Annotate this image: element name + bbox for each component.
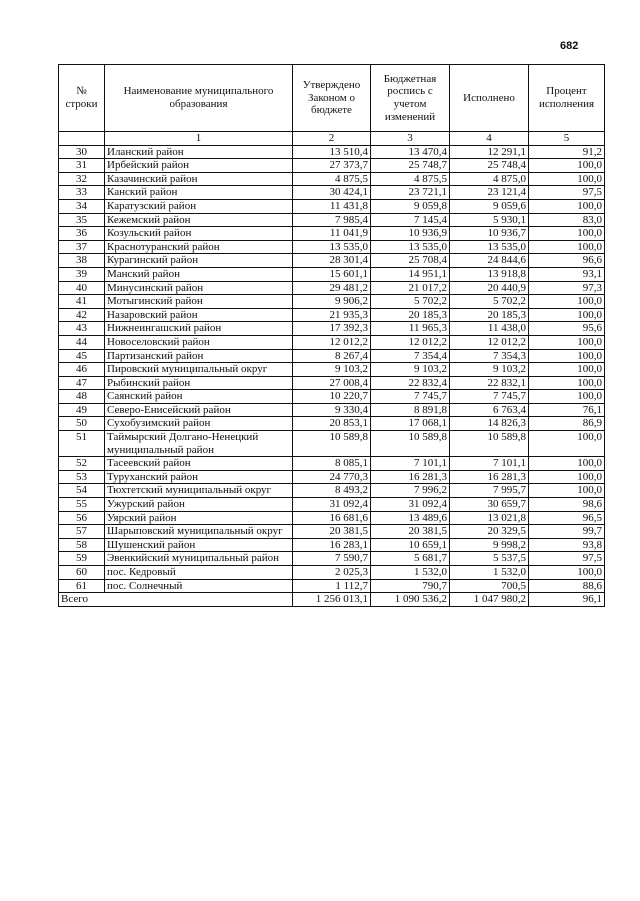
executed-value: 14 826,3	[450, 417, 529, 431]
approved-value: 12 012,2	[293, 335, 371, 349]
executed-value: 700,5	[450, 579, 529, 593]
row-number: 55	[59, 498, 105, 512]
approved-value: 17 392,3	[293, 322, 371, 336]
municipality-name: пос. Солнечный	[105, 579, 293, 593]
municipality-name: Нижнеингашский район	[105, 322, 293, 336]
row-number: 59	[59, 552, 105, 566]
header-name: Наименование муниципального образования	[105, 65, 293, 132]
budget-value: 13 535,0	[371, 240, 450, 254]
table-row	[59, 199, 605, 213]
percent-value: 88,6	[529, 579, 605, 593]
table-row	[59, 213, 605, 227]
budget-value: 7 996,2	[371, 484, 450, 498]
row-number: 36	[59, 227, 105, 241]
executed-value: 20 185,3	[450, 308, 529, 322]
table-row	[59, 172, 605, 186]
municipality-name: Тюхтетский муниципальный округ	[105, 484, 293, 498]
executed-value: 13 918,8	[450, 267, 529, 281]
table-row	[59, 552, 605, 566]
header-percent: Процент исполнения	[529, 65, 605, 132]
table-row	[59, 376, 605, 390]
percent-value: 100,0	[529, 376, 605, 390]
budget-value: 7 101,1	[371, 457, 450, 471]
municipality-name: Каратузский район	[105, 199, 293, 213]
header-row	[59, 65, 605, 132]
approved-value: 7 590,7	[293, 552, 371, 566]
executed-value: 5 930,1	[450, 213, 529, 227]
row-number: 41	[59, 295, 105, 309]
budget-value: 1 532,0	[371, 566, 450, 580]
row-number: 39	[59, 267, 105, 281]
column-number: 2	[293, 132, 371, 146]
table-row	[59, 254, 605, 268]
budget-value: 9 059,8	[371, 199, 450, 213]
budget-value: 11 965,3	[371, 322, 450, 336]
row-number: 54	[59, 484, 105, 498]
municipality-name: Козульский район	[105, 227, 293, 241]
budget-value: 23 721,1	[371, 186, 450, 200]
table-row	[59, 484, 605, 498]
table-row	[59, 186, 605, 200]
row-number: 31	[59, 159, 105, 173]
percent-value: 97,5	[529, 186, 605, 200]
percent-value: 86,9	[529, 417, 605, 431]
approved-value: 31 092,4	[293, 498, 371, 512]
approved-value: 27 008,4	[293, 376, 371, 390]
row-number: 56	[59, 511, 105, 525]
percent-value: 100,0	[529, 240, 605, 254]
approved-value: 7 985,4	[293, 213, 371, 227]
executed-value: 30 659,7	[450, 498, 529, 512]
approved-value: 16 283,1	[293, 538, 371, 552]
executed-value: 4 875,0	[450, 172, 529, 186]
percent-value: 100,0	[529, 199, 605, 213]
municipality-name: Ужурский район	[105, 498, 293, 512]
header-approved: Утверждено Законом о бюджете	[293, 65, 371, 132]
executed-value: 20 329,5	[450, 525, 529, 539]
table-row	[59, 511, 605, 525]
executed-value: 25 748,4	[450, 159, 529, 173]
approved-value: 8 493,2	[293, 484, 371, 498]
percent-value: 100,0	[529, 308, 605, 322]
percent-value: 76,1	[529, 403, 605, 417]
executed-value: 10 936,7	[450, 227, 529, 241]
budget-value: 5 702,2	[371, 295, 450, 309]
municipality-name: Саянский район	[105, 390, 293, 404]
percent-value: 83,0	[529, 213, 605, 227]
municipality-name: Краснотуранский район	[105, 240, 293, 254]
budget-value: 14 951,1	[371, 267, 450, 281]
percent-value: 98,6	[529, 498, 605, 512]
budget-value: 21 017,2	[371, 281, 450, 295]
percent-value: 96,5	[529, 511, 605, 525]
percent-value: 100,0	[529, 363, 605, 377]
budget-value: 790,7	[371, 579, 450, 593]
table-row	[59, 281, 605, 295]
approved-value: 20 853,1	[293, 417, 371, 431]
approved-value: 29 481,2	[293, 281, 371, 295]
row-number: 30	[59, 145, 105, 159]
municipality-name: Эвенкийский муниципальный район	[105, 552, 293, 566]
table-row	[59, 566, 605, 580]
row-number: 35	[59, 213, 105, 227]
executed-value: 12 012,2	[450, 335, 529, 349]
table-row	[59, 403, 605, 417]
table-row	[59, 390, 605, 404]
percent-value: 99,7	[529, 525, 605, 539]
table-row	[59, 145, 605, 159]
percent-value: 97,5	[529, 552, 605, 566]
percent-value: 100,0	[529, 335, 605, 349]
municipality-name: Шушенский район	[105, 538, 293, 552]
budget-value: 7 145,4	[371, 213, 450, 227]
percent-value: 97,3	[529, 281, 605, 295]
executed-value: 22 832,1	[450, 376, 529, 390]
budget-value: 12 012,2	[371, 335, 450, 349]
municipality-name: Сухобузимский район	[105, 417, 293, 431]
municipality-name: Северо-Енисейский район	[105, 403, 293, 417]
municipality-name: Таймырский Долгано-Ненецкий муниципальный район	[105, 431, 293, 457]
budget-value: 7 354,4	[371, 349, 450, 363]
budget-value: 9 103,2	[371, 363, 450, 377]
header-executed: Исполнено	[450, 65, 529, 132]
header-row-no: № строки	[59, 65, 105, 132]
executed-value: 7 354,3	[450, 349, 529, 363]
table-row	[59, 267, 605, 281]
percent-value: 100,0	[529, 227, 605, 241]
executed-value: 7 101,1	[450, 457, 529, 471]
table-row	[59, 240, 605, 254]
column-number-row	[59, 132, 605, 146]
budget-value: 10 936,9	[371, 227, 450, 241]
percent-value: 93,8	[529, 538, 605, 552]
approved-value: 11 041,9	[293, 227, 371, 241]
total-percent: 96,1	[529, 593, 605, 607]
executed-value: 9 059,6	[450, 199, 529, 213]
municipality-name: Ирбейский район	[105, 159, 293, 173]
approved-value: 15 601,1	[293, 267, 371, 281]
row-number: 33	[59, 186, 105, 200]
row-number: 44	[59, 335, 105, 349]
percent-value: 100,0	[529, 295, 605, 309]
page-number: 682	[560, 40, 579, 52]
approved-value: 13 535,0	[293, 240, 371, 254]
executed-value: 20 440,9	[450, 281, 529, 295]
municipality-name: Назаровский район	[105, 308, 293, 322]
column-number: 4	[450, 132, 529, 146]
row-number: 38	[59, 254, 105, 268]
row-number: 32	[59, 172, 105, 186]
municipality-name: Казачинский район	[105, 172, 293, 186]
budget-value: 10 659,1	[371, 538, 450, 552]
budget-value: 8 891,8	[371, 403, 450, 417]
row-number: 37	[59, 240, 105, 254]
percent-value: 100,0	[529, 566, 605, 580]
approved-value: 9 906,2	[293, 295, 371, 309]
municipality-name: Пировский муниципальный округ	[105, 363, 293, 377]
approved-value: 11 431,8	[293, 199, 371, 213]
budget-value: 17 068,1	[371, 417, 450, 431]
executed-value: 1 532,0	[450, 566, 529, 580]
row-number: 48	[59, 390, 105, 404]
percent-value: 100,0	[529, 484, 605, 498]
executed-value: 5 537,5	[450, 552, 529, 566]
budget-value: 25 708,4	[371, 254, 450, 268]
table-row	[59, 498, 605, 512]
executed-value: 10 589,8	[450, 431, 529, 457]
approved-value: 13 510,4	[293, 145, 371, 159]
executed-value: 16 281,3	[450, 470, 529, 484]
executed-value: 7 995,7	[450, 484, 529, 498]
budget-value: 10 589,8	[371, 431, 450, 457]
executed-value: 7 745,7	[450, 390, 529, 404]
budget-value: 7 745,7	[371, 390, 450, 404]
approved-value: 1 112,7	[293, 579, 371, 593]
table-row	[59, 363, 605, 377]
row-number: 49	[59, 403, 105, 417]
percent-value: 91,2	[529, 145, 605, 159]
executed-value: 9 103,2	[450, 363, 529, 377]
municipality-name: Уярский район	[105, 511, 293, 525]
percent-value: 100,0	[529, 457, 605, 471]
column-number-empty	[59, 132, 105, 146]
budget-value: 16 281,3	[371, 470, 450, 484]
budget-value: 5 681,7	[371, 552, 450, 566]
total-row	[59, 593, 605, 607]
row-number: 57	[59, 525, 105, 539]
table-row	[59, 457, 605, 471]
approved-value: 4 875,5	[293, 172, 371, 186]
executed-value: 9 998,2	[450, 538, 529, 552]
percent-value: 96,6	[529, 254, 605, 268]
row-number: 46	[59, 363, 105, 377]
municipality-name: Иланский район	[105, 145, 293, 159]
row-number: 42	[59, 308, 105, 322]
approved-value: 27 373,7	[293, 159, 371, 173]
table-row	[59, 349, 605, 363]
table-row	[59, 525, 605, 539]
table-row	[59, 538, 605, 552]
municipality-name: Мотыгинский район	[105, 295, 293, 309]
row-number: 34	[59, 199, 105, 213]
table-body	[59, 145, 605, 593]
municipality-name: Курагинский район	[105, 254, 293, 268]
approved-value: 10 589,8	[293, 431, 371, 457]
percent-value: 100,0	[529, 470, 605, 484]
column-number: 3	[371, 132, 450, 146]
municipality-name: Новоселовский район	[105, 335, 293, 349]
approved-value: 8 085,1	[293, 457, 371, 471]
municipality-name: Партизанский район	[105, 349, 293, 363]
percent-value: 100,0	[529, 390, 605, 404]
executed-value: 23 121,4	[450, 186, 529, 200]
row-number: 47	[59, 376, 105, 390]
municipality-name: Тасеевский район	[105, 457, 293, 471]
approved-value: 21 935,3	[293, 308, 371, 322]
approved-value: 24 770,3	[293, 470, 371, 484]
row-number: 61	[59, 579, 105, 593]
table-row	[59, 417, 605, 431]
approved-value: 20 381,5	[293, 525, 371, 539]
approved-value: 16 681,6	[293, 511, 371, 525]
table-row	[59, 308, 605, 322]
row-number: 51	[59, 431, 105, 457]
budget-value: 22 832,4	[371, 376, 450, 390]
approved-value: 9 103,2	[293, 363, 371, 377]
budget-value: 13 470,4	[371, 145, 450, 159]
municipality-name: Туруханский район	[105, 470, 293, 484]
table-row	[59, 431, 605, 457]
table-row	[59, 295, 605, 309]
total-approved: 1 256 013,1	[293, 593, 371, 607]
table-row	[59, 227, 605, 241]
municipality-name: Рыбинский район	[105, 376, 293, 390]
municipality-name: Кежемский район	[105, 213, 293, 227]
budget-value: 31 092,4	[371, 498, 450, 512]
table-row	[59, 159, 605, 173]
percent-value: 100,0	[529, 349, 605, 363]
budget-execution-table	[58, 64, 605, 607]
percent-value: 93,1	[529, 267, 605, 281]
municipality-name: Минусинский район	[105, 281, 293, 295]
executed-value: 6 763,4	[450, 403, 529, 417]
executed-value: 13 535,0	[450, 240, 529, 254]
column-number: 1	[105, 132, 293, 146]
header-budget: Бюджетная роспись с учетом изменений	[371, 65, 450, 132]
table-row	[59, 579, 605, 593]
column-number: 5	[529, 132, 605, 146]
municipality-name: Шарыповский муниципальный округ	[105, 525, 293, 539]
row-number: 40	[59, 281, 105, 295]
municipality-name: Канский район	[105, 186, 293, 200]
executed-value: 13 021,8	[450, 511, 529, 525]
approved-value: 30 424,1	[293, 186, 371, 200]
budget-value: 13 489,6	[371, 511, 450, 525]
row-number: 45	[59, 349, 105, 363]
municipality-name: пос. Кедровый	[105, 566, 293, 580]
table-row	[59, 470, 605, 484]
budget-value: 20 185,3	[371, 308, 450, 322]
approved-value: 28 301,4	[293, 254, 371, 268]
approved-value: 8 267,4	[293, 349, 371, 363]
municipality-name: Манский район	[105, 267, 293, 281]
approved-value: 2 025,3	[293, 566, 371, 580]
total-executed: 1 047 980,2	[450, 593, 529, 607]
row-number: 43	[59, 322, 105, 336]
row-number: 52	[59, 457, 105, 471]
table-row	[59, 322, 605, 336]
budget-value: 25 748,7	[371, 159, 450, 173]
percent-value: 100,0	[529, 172, 605, 186]
budget-value: 4 875,5	[371, 172, 450, 186]
percent-value: 100,0	[529, 159, 605, 173]
row-number: 50	[59, 417, 105, 431]
percent-value: 100,0	[529, 431, 605, 457]
executed-value: 11 438,0	[450, 322, 529, 336]
row-number: 53	[59, 470, 105, 484]
executed-value: 24 844,6	[450, 254, 529, 268]
budget-value: 20 381,5	[371, 525, 450, 539]
table-row	[59, 335, 605, 349]
total-budget: 1 090 536,2	[371, 593, 450, 607]
executed-value: 12 291,1	[450, 145, 529, 159]
approved-value: 10 220,7	[293, 390, 371, 404]
percent-value: 95,6	[529, 322, 605, 336]
row-number: 60	[59, 566, 105, 580]
approved-value: 9 330,4	[293, 403, 371, 417]
total-label: Всего	[59, 593, 293, 607]
executed-value: 5 702,2	[450, 295, 529, 309]
row-number: 58	[59, 538, 105, 552]
